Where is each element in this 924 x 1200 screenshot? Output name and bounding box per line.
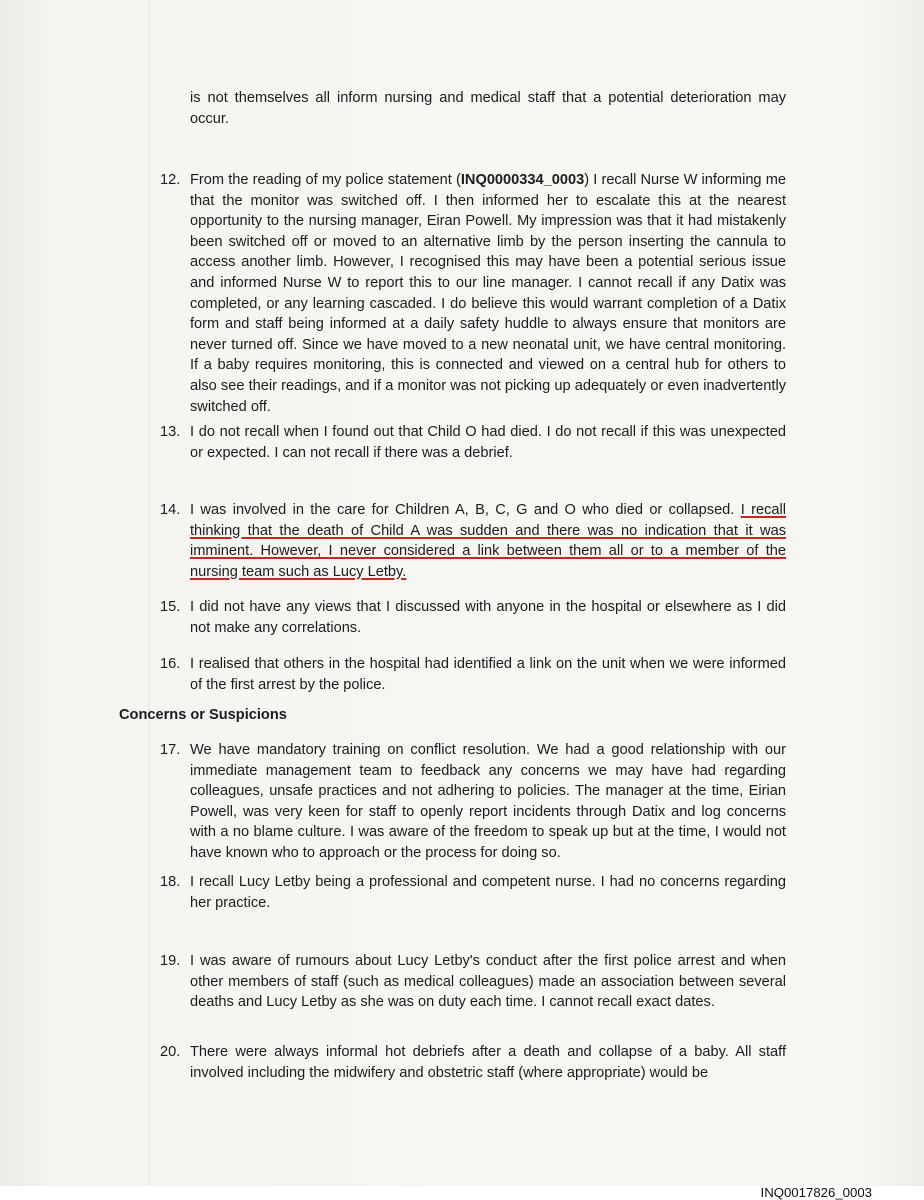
list-item-15	[160, 597, 786, 638]
item-number: 19.	[160, 953, 181, 969]
item-number: 15.	[160, 599, 181, 615]
item-text: I do not recall when I found out that Child O had died. I do not recall if this was unexpected or expected. I can not recall if there was a debrief.	[190, 424, 786, 461]
item-number: 16.	[160, 656, 181, 672]
item-number: 14.	[160, 502, 181, 518]
reference-code: INQ0000334_0003	[460, 172, 585, 188]
list-item-20	[160, 1042, 786, 1083]
continuation-paragraph: is not themselves all inform nursing and medical staff that a potential deterioration may occur.	[190, 90, 786, 127]
list-item-19	[160, 951, 786, 1013]
list-item-14	[160, 500, 786, 582]
item-number: 17.	[160, 742, 181, 758]
item-number: 13.	[160, 424, 181, 440]
item-text: I did not have any views that I discussed with anyone in the hospital or elsewhere as I did not make any correlations.	[190, 599, 786, 636]
item-text: I was aware of rumours about Lucy Letby's conduct after the first police arrest and when other members of staff (such as medical colleagues) made an association between several deaths and Lucy Letby as she was on duty each time. I cannot recall exact dates.	[190, 953, 786, 1011]
item-text: I recall Lucy Letby being a professional and competent nurse. I had no concerns regarding her practice.	[190, 874, 786, 911]
item-number: 20.	[160, 1044, 181, 1060]
item-text: I was involved in the care for Children A, B, C, G and O who died or collapsed. I recall thinking that the death of Child A was sudden and there was no indication that it was imminent. However, I never considered a link between them all or to a member of the nursing team such as Lucy Letby.	[190, 502, 786, 580]
item-number: 18.	[160, 874, 181, 890]
item-text: From the reading of my police statement (INQ0000334_0003) I recall Nurse W informing me that the monitor was switched off. I then informed her to escalate this at the nearest opportunity to the nursing manager, Eiran Powell. My impression was that it had mistakenly been switched off or moved to an alternative limb by the person inserting the cannula to access another limb. However, I recognised this may have been a potential serious issue and informed Nurse W to report this to our line manager. I cannot recall if any Datix was completed, or any learning cascaded. I do believe this would warrant completion of a Datix form and staff being informed at a daily safety huddle to always ensure that monitors are never turned off. Since we have moved to a new neonatal unit, we have central monitoring. If a baby requires monitoring, this is connected and viewed on a central hub for others to also see their readings, and if a monitor was not picking up adequately or even inadvertently switched off.	[190, 172, 786, 415]
highlighted-underline-text: I recall thinking that the death of Child A was sudden and there was no indication that it was imminent. However, I never considered a link between them all or to a member of the nursing team such as Lucy Letby.	[190, 502, 786, 580]
list-item-12	[160, 170, 786, 417]
item-text: I realised that others in the hospital had identified a link on the unit when we were informed of the first arrest by the police.	[190, 656, 786, 693]
section-heading: Concerns or Suspicions	[119, 707, 287, 723]
item-text: There were always informal hot debriefs after a death and collapse of a baby. All staff involved including the midwifery and obstetric staff (where appropriate) would be	[190, 1044, 786, 1081]
list-item-13	[160, 422, 786, 463]
item-number: 12.	[160, 172, 181, 188]
item-text: We have mandatory training on conflict resolution. We had a good relationship with our immediate management team to feedback any concerns we may have had regarding colleagues, unsafe practices and not adhering to policies. The manager at the time, Eirian Powell, was very keen for staff to openly report incidents through Datix and log concerns with a no blame culture. I was aware of the freedom to speak up but at the time, I would not have known who to approach or the process for doing so.	[190, 742, 786, 861]
page-fold-shadow	[148, 0, 150, 1185]
list-item-16	[160, 654, 786, 695]
list-item-17	[160, 740, 786, 864]
document-reference-footer: INQ0017826_0003	[760, 1185, 872, 1200]
list-item-18	[160, 872, 786, 913]
